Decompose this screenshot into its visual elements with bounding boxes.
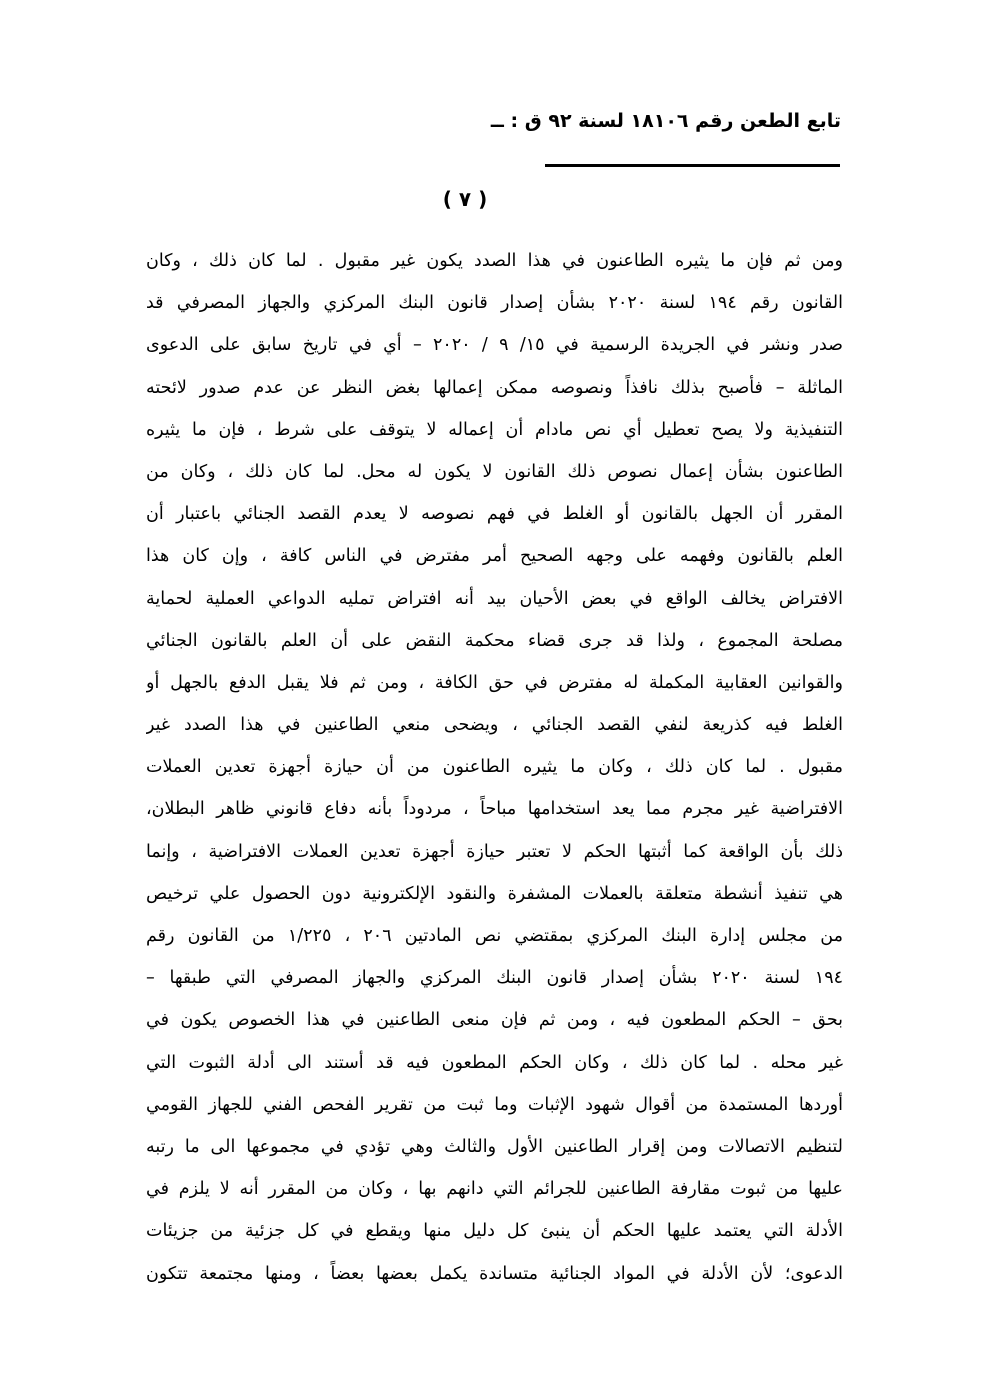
text-line: الدعوى؛ لأن الأدلة في المواد الجنائية متساندة يكمل بعضها بعضاً ، ومنها مجتمعة تتكون	[146, 1263, 843, 1284]
text-line: الافتراضية غير مجرم مما يعد استخدامها مباحاً ، مردوداً بأنه دفاع قانوني ظاهر البطلان،	[146, 799, 843, 820]
text-line: لتنظيم الاتصالات ومن إقرار الطاعنين الأول والثالث وهي تؤدي في مجموعها الى ما رتبه	[146, 1136, 843, 1157]
judgment-body-text	[146, 244, 843, 1299]
text-line: الأدلة التي يعتمد عليها الحكم أن ينبئ كل دليل منها ويقطع في كل جزئية من جزيئات	[146, 1221, 843, 1242]
text-line: أوردها المستمدة من أقوال شهود الإثبات وما ثبت من تقرير الفحص الفني للجهاز القومي	[146, 1094, 843, 1115]
text-line: والقوانين العقابية المكملة له مفترض في حق الكافة ، ومن ثم فلا يقبل الدفع بالجهل أو	[146, 672, 843, 693]
header-divider	[545, 164, 840, 167]
text-line: القانون رقم ١٩٤ لسنة ٢٠٢٠ بشأن إصدار قانون البنك المركزي والجهاز المصرفي قد	[146, 293, 843, 314]
text-line: المقرر أن الجهل بالقانون أو الغلط في فهم نصوصه لا يعدم القصد الجنائي باعتبار أن	[146, 504, 843, 525]
text-line: الغلط فيه كذريعة لنفي القصد الجنائي ، ويضحى منعي الطاعنين في هذا الصدد غير	[146, 715, 843, 736]
text-line: الطاعنون بشأن إعمال نصوص ذلك القانون لا يكون له محل. لما كان ذلك ، وكان من	[146, 461, 843, 482]
page-number: ( ٧ )	[442, 187, 488, 211]
text-line: من مجلس إدارة البنك المركزي بمقتضي نص المادتين ٢٠٦ ، ١/٢٢٥ من القانون رقم	[146, 926, 843, 946]
text-line: مقبول . لما كان ذلك ، وكان ما يثيره الطاعنون من أن حيازة أجهزة تعدين العملات	[146, 757, 843, 778]
text-line: العلم بالقانون وفهمه على وجهه الصحيح أمر مفترض في الناس كافة ، وإن كان هذا	[146, 546, 843, 567]
text-line: الافتراض يخالف الواقع في بعض الأحيان بيد أنه افتراض تمليه الدواعي العملية لحماية	[146, 588, 843, 609]
text-line: غير محله . لما كان ذلك ، وكان الحكم المطعون فيه قد أستند الى أدلة الثبوت التي	[146, 1052, 843, 1073]
text-line: عليها من ثبوت مقارفة الطاعنين للجرائم التي دانهم بها ، وكان من المقرر أنه لا يلزم في	[146, 1179, 843, 1200]
text-line: ذلك بأن الواقعة كما أثبتها الحكم لا تعتبر حيازة أجهزة تعدين العملات الافتراضية ، وإنما	[146, 841, 843, 862]
text-line: صدر ونشر في الجريدة الرسمية في ١٥/ ٩ / ٢٠٢٠ – أي في تاريخ سابق على الدعوى	[146, 335, 843, 356]
text-line: بحق – الحكم المطعون فيه ، ومن ثم فإن منعى الطاعنين في هذا الخصوص يكون في	[146, 1010, 843, 1031]
text-line: ١٩٤ لسنة ٢٠٢٠ بشأن إصدار قانون البنك المركزي والجهاز المصرفي التي طبقها –	[146, 968, 843, 989]
text-line: مصلحة المجموع ، ولذا قد جرى قضاء محكمة النقض على أن العلم بالقانون الجنائي	[146, 630, 843, 651]
text-line: الماثلة – فأصبح بذلك نافذاً ونصوصه ممكن إعمالها بغض النظر عن عدم صدور لائحته	[146, 377, 843, 398]
appeal-header-title: تابع الطعن رقم ١٨١٠٦ لسنة ٩٢ ق : ــ	[490, 110, 841, 132]
text-line: هي تنفيذ أنشطة متعلقة بالعملات المشفرة والنقود الإلكترونية دون الحصول علي ترخيص	[146, 883, 843, 904]
text-line: التنفيذية ولا يصح تعطيل أي نص مادام أن إعماله لا يتوقف على شرط ، فإن ما يثيره	[146, 419, 843, 440]
text-line: ومن ثم فإن ما يثيره الطاعنون في هذا الصدد يكون غير مقبول . لما كان ذلك ، وكان	[146, 251, 843, 271]
